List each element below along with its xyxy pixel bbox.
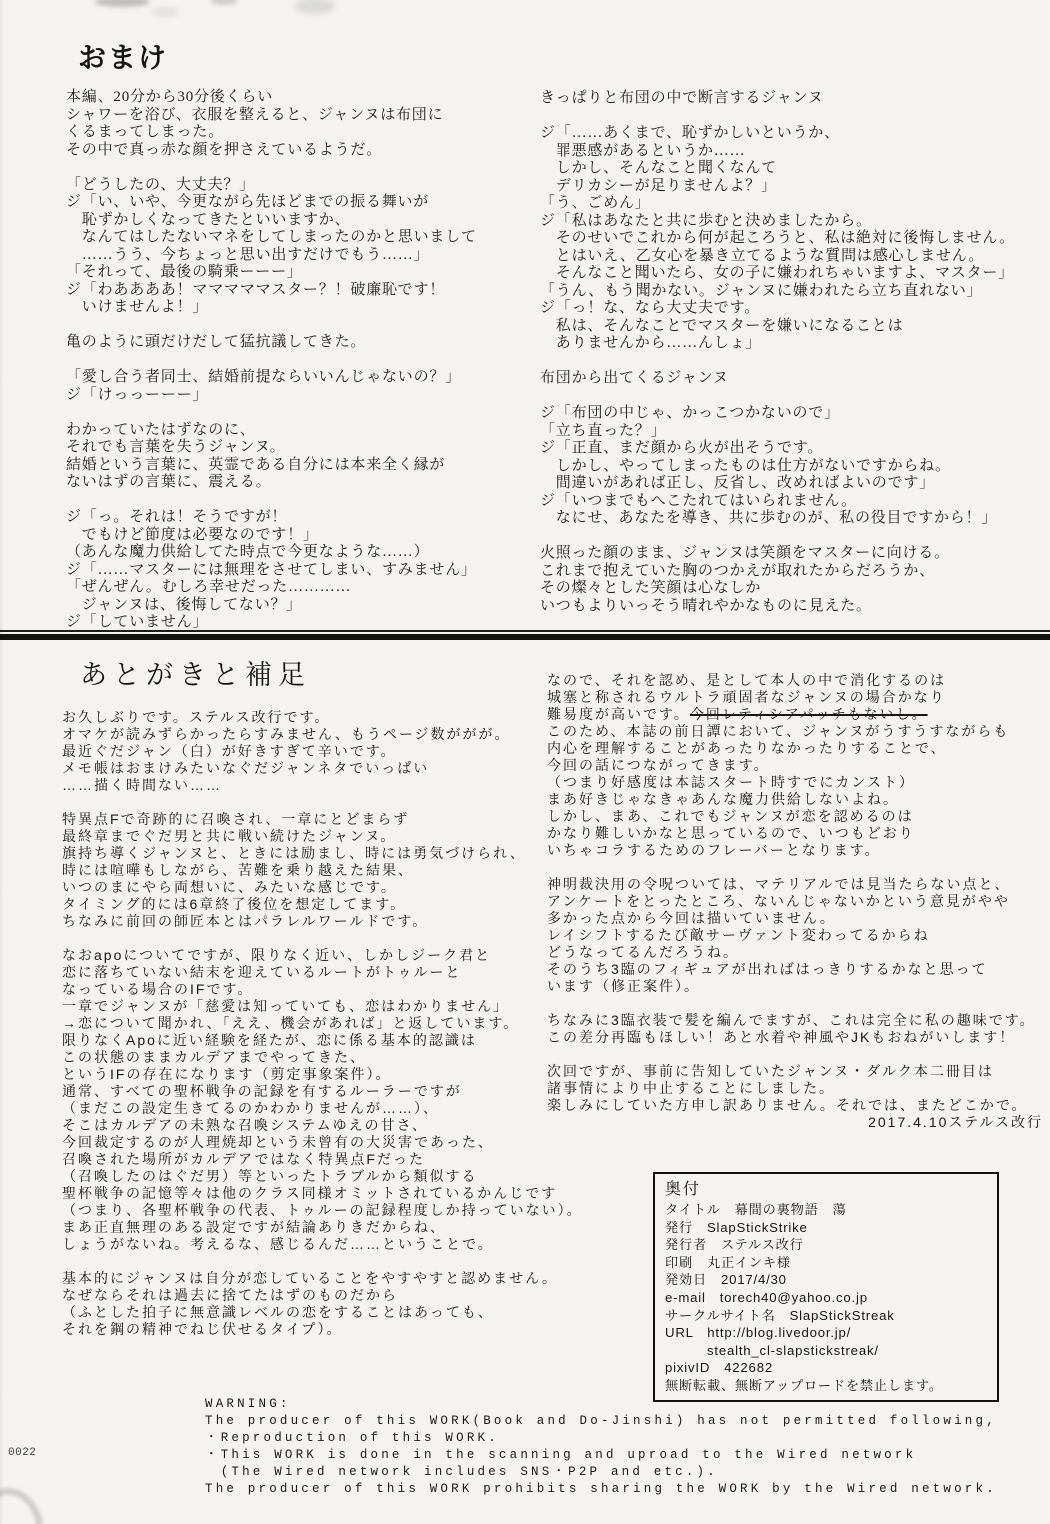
omake-section-title: おまけ: [78, 43, 169, 74]
omake-section-left-column: [66, 36, 546, 632]
text-line: まあ好きじゃなきゃあんな魔力供給しないよね。: [547, 791, 899, 807]
scan-smudge-artifact: [0, 1488, 44, 1524]
text-line: しかし、やってしまったものは仕方がないですからね。: [540, 457, 951, 474]
text-line: The producer of this WORK(Book and Do-Jinshi) has not permitted following,: [205, 1414, 997, 1428]
text-line: [547, 1046, 1043, 1063]
text-line: タイミング的には6章終了後位を想定してます。: [62, 896, 407, 912]
text-line: ちなみに3臨衣装で髪を編んでますが、これは完全に私の趣味です。: [547, 1012, 1036, 1028]
text-line: 諸事情により中止することにしました。: [547, 1080, 835, 1096]
text-line: 旗持ち導くジャンヌと、ときには励まし、時には勇気づけられ、: [62, 845, 526, 861]
text-line: e-mail torech40@yahoo.co.jp: [665, 1289, 868, 1305]
text-line: しかし、まあ、これでもジャンヌが恋を認めるのは: [547, 808, 914, 824]
text-line: でもけど節度は必要なのです！」: [66, 526, 319, 543]
strikethrough-text: 今回レティシアパッチもないし。: [689, 706, 928, 722]
text-line: ……描く時間ない……: [62, 777, 222, 793]
text-line: タイトル 幕間の裏物語 蕩: [665, 1202, 847, 1217]
text-line: 結婚という言葉に、英霊である自分には本来全く縁が: [66, 456, 446, 473]
text-line: [66, 317, 546, 335]
scan-smudge-artifact: [295, 0, 335, 14]
text-line: stealth_cl-slapstickstreak/: [665, 1342, 879, 1358]
text-line: ・This WORK is done in the scanning and uproad to the Wired network: [205, 1448, 917, 1462]
text-line: 間違いがあれば正し、反省し、改めればよいのです」: [540, 475, 936, 491]
text-line: ないはずの言葉に、震える。: [66, 474, 272, 490]
text-line: それを鋼の精神でねじ伏せるタイプ）。: [62, 1321, 343, 1337]
scan-smudge-artifact: [95, 0, 150, 7]
text-line: [66, 159, 546, 177]
text-line: 最近ぐだジャン（白）が好きすぎて辛いです。: [62, 743, 397, 759]
text-segment: 難易度が高いです。: [547, 706, 690, 722]
colophon-box: [653, 1172, 999, 1402]
afterword-section-left-column: [62, 653, 587, 1338]
text-line: 聖杯戦争の記憶等々は他のクラス同様オミットされているかんじです: [62, 1185, 558, 1201]
english-warning-block: [205, 1396, 997, 1498]
text-line: というIFの存在になります（剪定事象案件）。: [62, 1066, 392, 1082]
text-line: (The Wired network includes SNS・P2P and etc.).: [205, 1465, 718, 1479]
text-line: ・Reproduction of this WORK.: [205, 1431, 499, 1445]
text-line: 召喚された場所がカルデアではなく特異点Fだった: [62, 1151, 425, 1167]
text-line: 楽しみにしていた方申し訳ありません。それでは、またどこかで。: [547, 1097, 1028, 1113]
text-line: 神明裁決用の令呪ついては、マテリアルでは見当たらない点と、: [547, 876, 1011, 892]
text-line: この差分再臨もほしい！あと水着や神風やJKもおねがいします！: [547, 1029, 1016, 1045]
text-line: 基本的にジャンヌは自分が恋していることをやすやすと認めません。: [62, 1270, 558, 1286]
text-line: （召喚したのはぐだ男）等といったトラブルから類似する: [62, 1168, 478, 1184]
text-line: どうなってるんだろうね。: [547, 944, 739, 960]
text-line: 「う、ごめん」: [540, 195, 651, 211]
text-line: 火照った顔のまま、ジャンヌは笑顔をマスターに向ける。: [540, 545, 950, 561]
scan-smudge-artifact: [210, 0, 238, 5]
text-line: 恋に落ちていない結末を迎えているルートがトゥルーと: [62, 964, 462, 980]
text-line: 私は、そんなことでマスターを嫌いになることは: [540, 317, 904, 334]
text-line: しょうがないね。考えるな、感じるんだ……ということで。: [62, 1236, 494, 1252]
text-line: 発行 SlapStickStrike: [665, 1219, 808, 1235]
scan-edge-shadow: [0, 0, 4, 1524]
text-line: オマケが読みずらかったらすみません、もうページ数ががが。: [62, 726, 511, 742]
text-line: （つまり好感度は本誌スタート時すでにカンスト）: [547, 774, 915, 790]
text-line: →恋について聞かれ、「ええ、機会があれば」と返しています。: [62, 1015, 520, 1031]
text-line: ちなみに前回の師匠本とはパラレルワールドです。: [62, 913, 429, 929]
text-line: ジ「い、いや、今更ながら先ほどまでの振る舞いが: [66, 194, 430, 210]
text-line: 今回の話につながってきます。: [547, 757, 770, 773]
text-line: ジ「けっっーーー」: [66, 386, 209, 403]
text-line: [540, 108, 1045, 126]
text-line: 「それって、最後の騎乗ーーー」: [66, 264, 303, 280]
text-line: そこはカルデアの未熟な召喚システムゆえの甘さ、: [62, 1117, 429, 1133]
text-line: 発行者 ステルス改行: [665, 1237, 804, 1253]
text-line: [66, 492, 546, 510]
text-line: 今回裁定するのが人理焼却という未曾有の大災害であった、: [62, 1134, 494, 1150]
text-line: 最終章までぐだ男と共に戦い続けたジャンヌ。: [62, 828, 397, 844]
text-line: それでも言葉を失うジャンヌ。: [66, 439, 286, 455]
text-line: 布団から出てくるジャンヌ: [540, 370, 729, 386]
text-line: いちゃコラするためのフレーバーとなります。: [547, 842, 881, 858]
text-line: [62, 1253, 587, 1270]
text-line: いつもよりいっそう晴れやかなものに見えた。: [540, 597, 872, 614]
omake-left-text: [66, 89, 546, 632]
text-line: このため、本誌の前日譚において、ジャンヌがうすうすながらも: [547, 723, 1010, 739]
text-line: 「どうしたの、大丈夫？」: [66, 176, 256, 193]
text-line: The producer of this WORK prohibits sharing the WORK by the Wired network.: [205, 1482, 997, 1496]
text-line: きっぱりと布団の中で断言するジャンヌ: [540, 90, 824, 106]
text-line: まあ正直無理のある設定ですが結論ありきだからね、: [62, 1219, 446, 1235]
text-line: （ふとした拍子に無意識レベルの恋をすることはあっても、: [62, 1304, 494, 1320]
text-line: なんてはしたないマネをしてしまったのかと思いまして: [66, 229, 477, 245]
text-line: （あんな魔力供給してた時点で今更なような……）: [66, 544, 430, 560]
text-line: [547, 995, 1043, 1012]
text-line: （まだこの設定生きてるのかわかりませんが……）、: [62, 1100, 439, 1116]
text-line: 「立ち直った？」: [540, 422, 667, 439]
text-line: 内心を理解することがあったりなかったりすることで、: [547, 740, 947, 756]
afterword-section-right-column: [547, 672, 1043, 1131]
text-line: メモ帳はおまけみたいなぐだジャンネタでいっぱい: [62, 760, 430, 776]
text-line: [547, 706, 1043, 723]
afterword-section-title: あとがきと補足: [80, 660, 311, 690]
text-line: ジ「私はあなたと共に歩むと決めましたから。: [540, 212, 872, 229]
text-line: くるまってしまった。: [66, 124, 225, 140]
text-line: [62, 794, 587, 811]
text-line: 城塞と称されるウルトラ頑固者なジャンヌの場合かなり: [547, 689, 946, 705]
text-line: シャワーを浴び、衣服を整えると、ジャンヌは布団に: [66, 106, 444, 123]
text-line: 限りなくApoに近い経験を経たが、恋に係る基本的認識は: [62, 1032, 477, 1048]
text-line: ジ「していません」: [66, 614, 209, 630]
text-line: 「ぜんぜん。むしろ幸せだった…………: [66, 579, 352, 595]
text-line: ジ「いつまでもへこたれてはいられません。: [540, 492, 857, 509]
section-divider-thin-rule: [0, 630, 1050, 632]
text-line: いけませんよ！」: [66, 299, 209, 315]
text-line: 「うん、もう聞かない。ジャンヌに嫌われたら立ち直れない」: [540, 282, 983, 299]
text-line: ジ「……あくまで、恥ずかしいというか、: [540, 125, 840, 141]
text-line: URL http://blog.livedoor.jp/: [665, 1325, 852, 1341]
text-line: 発効日 2017/4/30: [665, 1272, 787, 1288]
text-line: 罪悪感があるというか……: [540, 142, 746, 159]
text-line: [540, 528, 1045, 546]
text-line: 本編、20分から30分後くらい: [66, 89, 274, 105]
section-divider-thick-rule: [0, 634, 1050, 640]
colophon-heading: 奥付: [665, 1181, 702, 1198]
text-line: アンケートをとったところ、ないんじゃないかという意見がやや: [547, 893, 1010, 909]
text-line: デリカシーが足りませんよ？」: [540, 177, 777, 194]
text-line: [66, 404, 546, 422]
text-line: お久しぶりです。ステルス改行です。: [62, 709, 331, 725]
text-line: なぜならそれは過去に捨てたはずのものだから: [62, 1287, 398, 1303]
text-line: ジ「わああああ！マママママスター？！破廉恥です！: [66, 281, 446, 298]
text-line: その中で真っ赤な顔を押さえているようだ。: [66, 141, 383, 158]
text-line: 多かった点から今回は描いていません。: [547, 910, 836, 926]
text-line: 特異点Fで奇跡的に召喚され、一章にとどまらず: [62, 811, 410, 827]
text-line: ジ「正直、まだ顔から火が出そうです。: [540, 440, 824, 456]
text-line: なにせ、あなたを導き、共に歩むのが、私の役目ですから！」: [540, 510, 998, 526]
text-line: [540, 353, 1045, 371]
text-line: ありませんから……んしょ」: [540, 335, 762, 351]
text-line: ……うう、今ちょっと思い出すだけでもう……」: [66, 246, 430, 263]
text-line: 次回ですが、事前に告知していたジャンヌ・ダルク本二冊目は: [547, 1063, 994, 1079]
text-line: います（修正案件）。: [547, 978, 700, 994]
text-line: サークルサイト名 SlapStickStreak: [665, 1307, 895, 1323]
text-line: [62, 930, 587, 947]
text-line: ジ「っ！な、なら大丈夫です。: [540, 300, 761, 316]
text-line: 印刷 丸正インキ様: [665, 1254, 791, 1270]
text-line: 通常、すべての聖杯戦争の記録を有するルーラーですが: [62, 1083, 462, 1099]
text-line: わかっていたはずなのに、: [66, 421, 256, 438]
text-line: そんなこと聞いたら、女の子に嫌われちゃいますよ、マスター」: [540, 265, 1015, 281]
text-line: pixivID 422682: [665, 1360, 773, 1376]
text-line: ジ「……マスターには無理をさせてしまい、すみません」: [66, 561, 477, 578]
text-line: この状態のままカルデアまでやってきた、: [62, 1049, 366, 1065]
text-line: なおapoについてですが、限りなく近い、しかしジーク君と: [62, 947, 492, 963]
text-line: 亀のように頭だけだして猛抗議してきた。: [66, 334, 367, 350]
page-number: 0022: [8, 1447, 37, 1459]
colophon-text: [665, 1201, 987, 1395]
text-line: ジャンヌは、後悔してない？」: [66, 596, 303, 613]
text-line: かなり難しいかなと思っているので、いつもどおり: [547, 825, 915, 841]
text-line: WARNING:: [205, 1397, 291, 1411]
text-line: 時には喧嘩もしながら、苦難を乗り越えた結果、: [62, 862, 414, 878]
text-line: なので、それを認め、是として本人の中で消化するのは: [547, 672, 947, 688]
text-line: [540, 388, 1045, 406]
text-line: とはいえ、乙女心を暴き立てるような質問は感心しません。: [540, 247, 985, 264]
text-line: 一章でジャンヌが「慈愛は知っていても、恋はわかりません」: [62, 998, 510, 1014]
text-line: そのうち3臨のフィギュアが出ればはっきりするかなと思って: [547, 961, 988, 977]
text-line: しかし、そんなこと聞くなんて: [540, 160, 778, 176]
text-line: レイシフトするたび敵サーヴァント変わってるからね: [547, 927, 930, 943]
text-line: （つまり、各聖杯戦争の代表、トゥルーの記録程度しか持っていない）。: [62, 1202, 583, 1218]
scan-smudge-artifact: [150, 8, 180, 16]
text-line: なっている場合のIFです。: [62, 981, 254, 997]
text-line: いつのまにやら両想いに、みたいな感じです。: [62, 879, 397, 895]
text-line: 無断転載、無断アップロードを禁止します。: [665, 1377, 943, 1393]
text-line: ジ「布団の中じゃ、かっこつかないので」: [540, 405, 840, 421]
text-line: ジ「っ。それは！そうですが！: [66, 509, 288, 525]
text-line: 「愛し合う者同士、結婚前提ならいいんじゃないの？」: [66, 369, 462, 385]
text-line: [66, 352, 546, 370]
text-line: その燦々とした笑顔は心なしか: [540, 580, 762, 596]
text-line: 恥ずかしくなってきたといいますか、: [66, 211, 351, 228]
text-line: 2017.4.10ステルス改行: [868, 1114, 1043, 1130]
text-line: これまで抱えていた胸のつかえが取れたからだろうか、: [540, 562, 936, 579]
text-line: そのせいでこれから何が起ころうと、私は絶対に後悔しません。: [540, 230, 1015, 246]
afterword-left-text: [62, 709, 587, 1338]
omake-section-right-column: [540, 90, 1045, 615]
text-line: [547, 859, 1043, 876]
